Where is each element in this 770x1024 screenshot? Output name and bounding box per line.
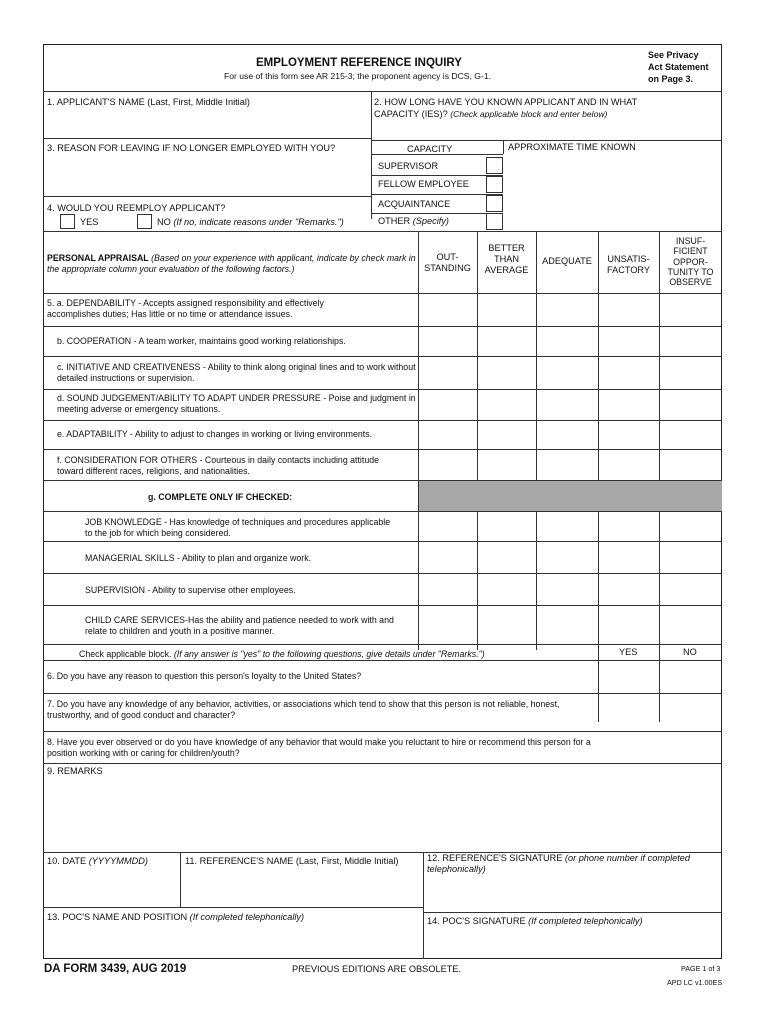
- poc-signature-label: [427, 916, 643, 927]
- factor-consideration: f. CONSIDERATION FOR OTHERS - Courteous in daily contacts including attitude toward different races, religions, and nationalities.: [57, 455, 380, 476]
- privacy-line-2: Act Statement: [648, 62, 709, 72]
- privacy-line-3: on Page 3.: [648, 74, 694, 84]
- date-label-text: 10. DATE: [47, 856, 87, 866]
- privacy-line-1: See Privacy: [648, 50, 699, 60]
- known-duration-label: 2. HOW LONG HAVE YOU KNOWN APPLICANT AND IN WHAT: [374, 97, 638, 107]
- capacity-fellow-employee-checkbox[interactable]: [486, 176, 503, 193]
- divider: [43, 605, 722, 606]
- divider: [503, 140, 504, 154]
- column-unsatisfactory: UNSATIS- FACTORY: [606, 254, 651, 275]
- capacity-other-checkbox[interactable]: [486, 213, 503, 230]
- factor-initiative: c. INITIATIVE AND CREATIVENESS - Ability to think along original lines and to work without detailed instructions or supervision.: [57, 362, 416, 383]
- capacity-fellow-employee: FELLOW EMPLOYEE: [378, 179, 469, 189]
- page-number: PAGE 1 of 3: [681, 964, 721, 973]
- shaded-block: [419, 481, 722, 511]
- capacity-acquaintance-checkbox[interactable]: [486, 195, 503, 212]
- poc-signature-text: 14. POC'S SIGNATURE: [427, 916, 526, 926]
- divider: [43, 293, 722, 294]
- subfactor-supervision: SUPERVISION - Ability to supervise other employees.: [85, 585, 296, 595]
- column-adequate: ADEQUATE: [542, 256, 592, 266]
- reference-signature-note: (or phone number if completed telephonically): [427, 853, 691, 874]
- reemploy-no-text: NO: [157, 217, 171, 227]
- appraisal-note: (Based on your experience with applicant, indicate by check mark in the appropriate column your evaluation of the following factors.): [47, 253, 416, 274]
- date-label-note: (YYYYMMDD): [88, 856, 148, 866]
- questions-header-text: Check applicable block.: [79, 649, 172, 659]
- divider: [371, 91, 372, 219]
- factor-adaptability: e. ADAPTABILITY - Ability to adjust to changes in working or living environments.: [57, 429, 373, 439]
- divider: [371, 213, 503, 214]
- divider: [43, 763, 722, 764]
- divider: [371, 140, 722, 141]
- reemploy-no-note: (If no, indicate reasons under "Remarks."): [173, 217, 344, 227]
- poc-signature-note: (If completed telephonically): [528, 916, 643, 926]
- complete-if-checked-label: g. COMPLETE ONLY IF CHECKED:: [148, 492, 293, 502]
- capacity-other-text: OTHER: [378, 216, 411, 226]
- divider: [371, 175, 503, 176]
- question-loyalty: 6. Do you have any reason to question this person's loyalty to the United States?: [47, 671, 362, 681]
- reference-name-label: 11. REFERENCE'S NAME (Last, First, Middle Initial): [185, 856, 399, 866]
- divider: [43, 389, 722, 390]
- reemploy-label: 4. WOULD YOU REEMPLOY APPLICANT?: [47, 203, 226, 213]
- divider: [43, 326, 722, 327]
- divider: [43, 907, 423, 908]
- divider: [43, 644, 722, 645]
- time-known-header: APPROXIMATE TIME KNOWN: [508, 142, 636, 152]
- question-reliability: 7. Do you have any knowledge of any behavior, activities, or associations which tend to show that this person is not reliable, honest, trustworthy, and of good conduct and character?: [47, 699, 560, 720]
- divider: [43, 356, 722, 357]
- known-capacity-label: [374, 109, 607, 120]
- yes-column-header: YES: [619, 647, 638, 657]
- divider: [43, 91, 722, 92]
- factor-judgement: d. SOUND JUDGEMENT/ABILITY TO ADAPT UNDER PRESSURE - Poise and judgment in meeting adverse or emergency situations.: [57, 393, 416, 414]
- form-title: EMPLOYMENT REFERENCE INQUIRY: [256, 57, 462, 69]
- poc-name-note: (If completed telephonically): [189, 912, 305, 922]
- divider: [43, 231, 722, 232]
- column-better-than-average: BETTER THAN AVERAGE: [484, 243, 529, 275]
- form-subtitle: For use of this form see AR 215-3; the proponent agency is DCS, G-1.: [224, 71, 492, 81]
- remarks-label: 9. REMARKS: [47, 766, 103, 776]
- divider: [43, 541, 722, 542]
- no-column-header: NO: [683, 647, 697, 657]
- obsolete-notice: PREVIOUS EDITIONS ARE OBSOLETE.: [292, 964, 461, 974]
- version-label: APD LC v1.00ES: [667, 978, 723, 987]
- questions-header: [79, 649, 485, 660]
- column-insufficient-opportunity: INSUF- FICIENT OPPOR- TUNITY TO OBSERVE: [667, 236, 714, 288]
- divider: [423, 852, 424, 959]
- divider: [43, 138, 371, 139]
- reemploy-yes-checkbox[interactable]: [60, 214, 75, 229]
- appraisal-instructions: [47, 253, 417, 275]
- capacity-other-note: (Specify): [412, 216, 449, 226]
- reemploy-no-checkbox[interactable]: [137, 214, 152, 229]
- column-outstanding: OUT- STANDING: [424, 252, 471, 273]
- capacity-supervisor: SUPERVISOR: [378, 161, 439, 171]
- capacity-supervisor-checkbox[interactable]: [486, 157, 503, 174]
- divider: [371, 194, 503, 195]
- date-label: [47, 856, 148, 867]
- capacity-other: [378, 216, 449, 227]
- divider: [43, 511, 722, 512]
- question-children: 8. Have you ever observed or do you have knowledge of any behavior that would make you reluctant to hire or recommend this person for a position working with or caring for children/youth?: [47, 737, 591, 758]
- subfactor-managerial-skills: MANAGERIAL SKILLS - Ability to plan and organize work.: [85, 553, 312, 563]
- capacity-acquaintance: ACQUAINTANCE: [378, 199, 451, 209]
- divider: [423, 912, 722, 913]
- poc-name-label: [47, 912, 304, 923]
- divider: [43, 449, 722, 450]
- divider: [371, 154, 503, 155]
- reason-leaving-label: 3. REASON FOR LEAVING IF NO LONGER EMPLOYED WITH YOU?: [47, 143, 336, 153]
- divider: [43, 196, 371, 197]
- poc-name-text: 13. POC'S NAME AND POSITION: [47, 912, 188, 922]
- divider: [43, 573, 722, 574]
- capacity-note: (Check applicable block and enter below): [450, 109, 608, 119]
- questions-header-note: (If any answer is "yes" to the following questions, give details under "Remarks."): [173, 649, 485, 659]
- divider: [598, 231, 599, 722]
- divider: [180, 852, 181, 907]
- reemploy-no-label: [157, 217, 344, 228]
- capacity-header: CAPACITY: [407, 144, 453, 154]
- divider: [43, 731, 722, 732]
- form-number: DA FORM 3439, AUG 2019: [44, 963, 187, 975]
- subfactor-job-knowledge: JOB KNOWLEDGE - Has knowledge of techniques and procedures applicable to the job for which being considered.: [85, 517, 391, 538]
- divider: [659, 231, 660, 722]
- subfactor-child-care: CHILD CARE SERVICES-Has the ability and patience needed to work with and relate to children and youth in a positive manner.: [85, 615, 394, 636]
- divider: [43, 660, 722, 661]
- factor-cooperation: b. COOPERATION - A team worker, maintains good working relationships.: [57, 336, 346, 346]
- capacity-question: CAPACITY (IES)?: [374, 109, 448, 119]
- factor-dependability: 5. a. DEPENDABILITY - Accepts assigned responsibility and effectively accomplishes duties; Has little or no time or attendance issues.: [47, 298, 324, 319]
- divider: [43, 693, 722, 694]
- divider: [43, 420, 722, 421]
- applicant-name-label: 1. APPLICANT'S NAME (Last, First, Middle Initial): [47, 97, 250, 107]
- appraisal-label: PERSONAL APPRAISAL: [47, 253, 149, 263]
- reference-signature-label: [427, 853, 721, 875]
- reemploy-yes-label: YES: [80, 217, 99, 227]
- reference-signature-text: 12. REFERENCE'S SIGNATURE: [427, 853, 563, 863]
